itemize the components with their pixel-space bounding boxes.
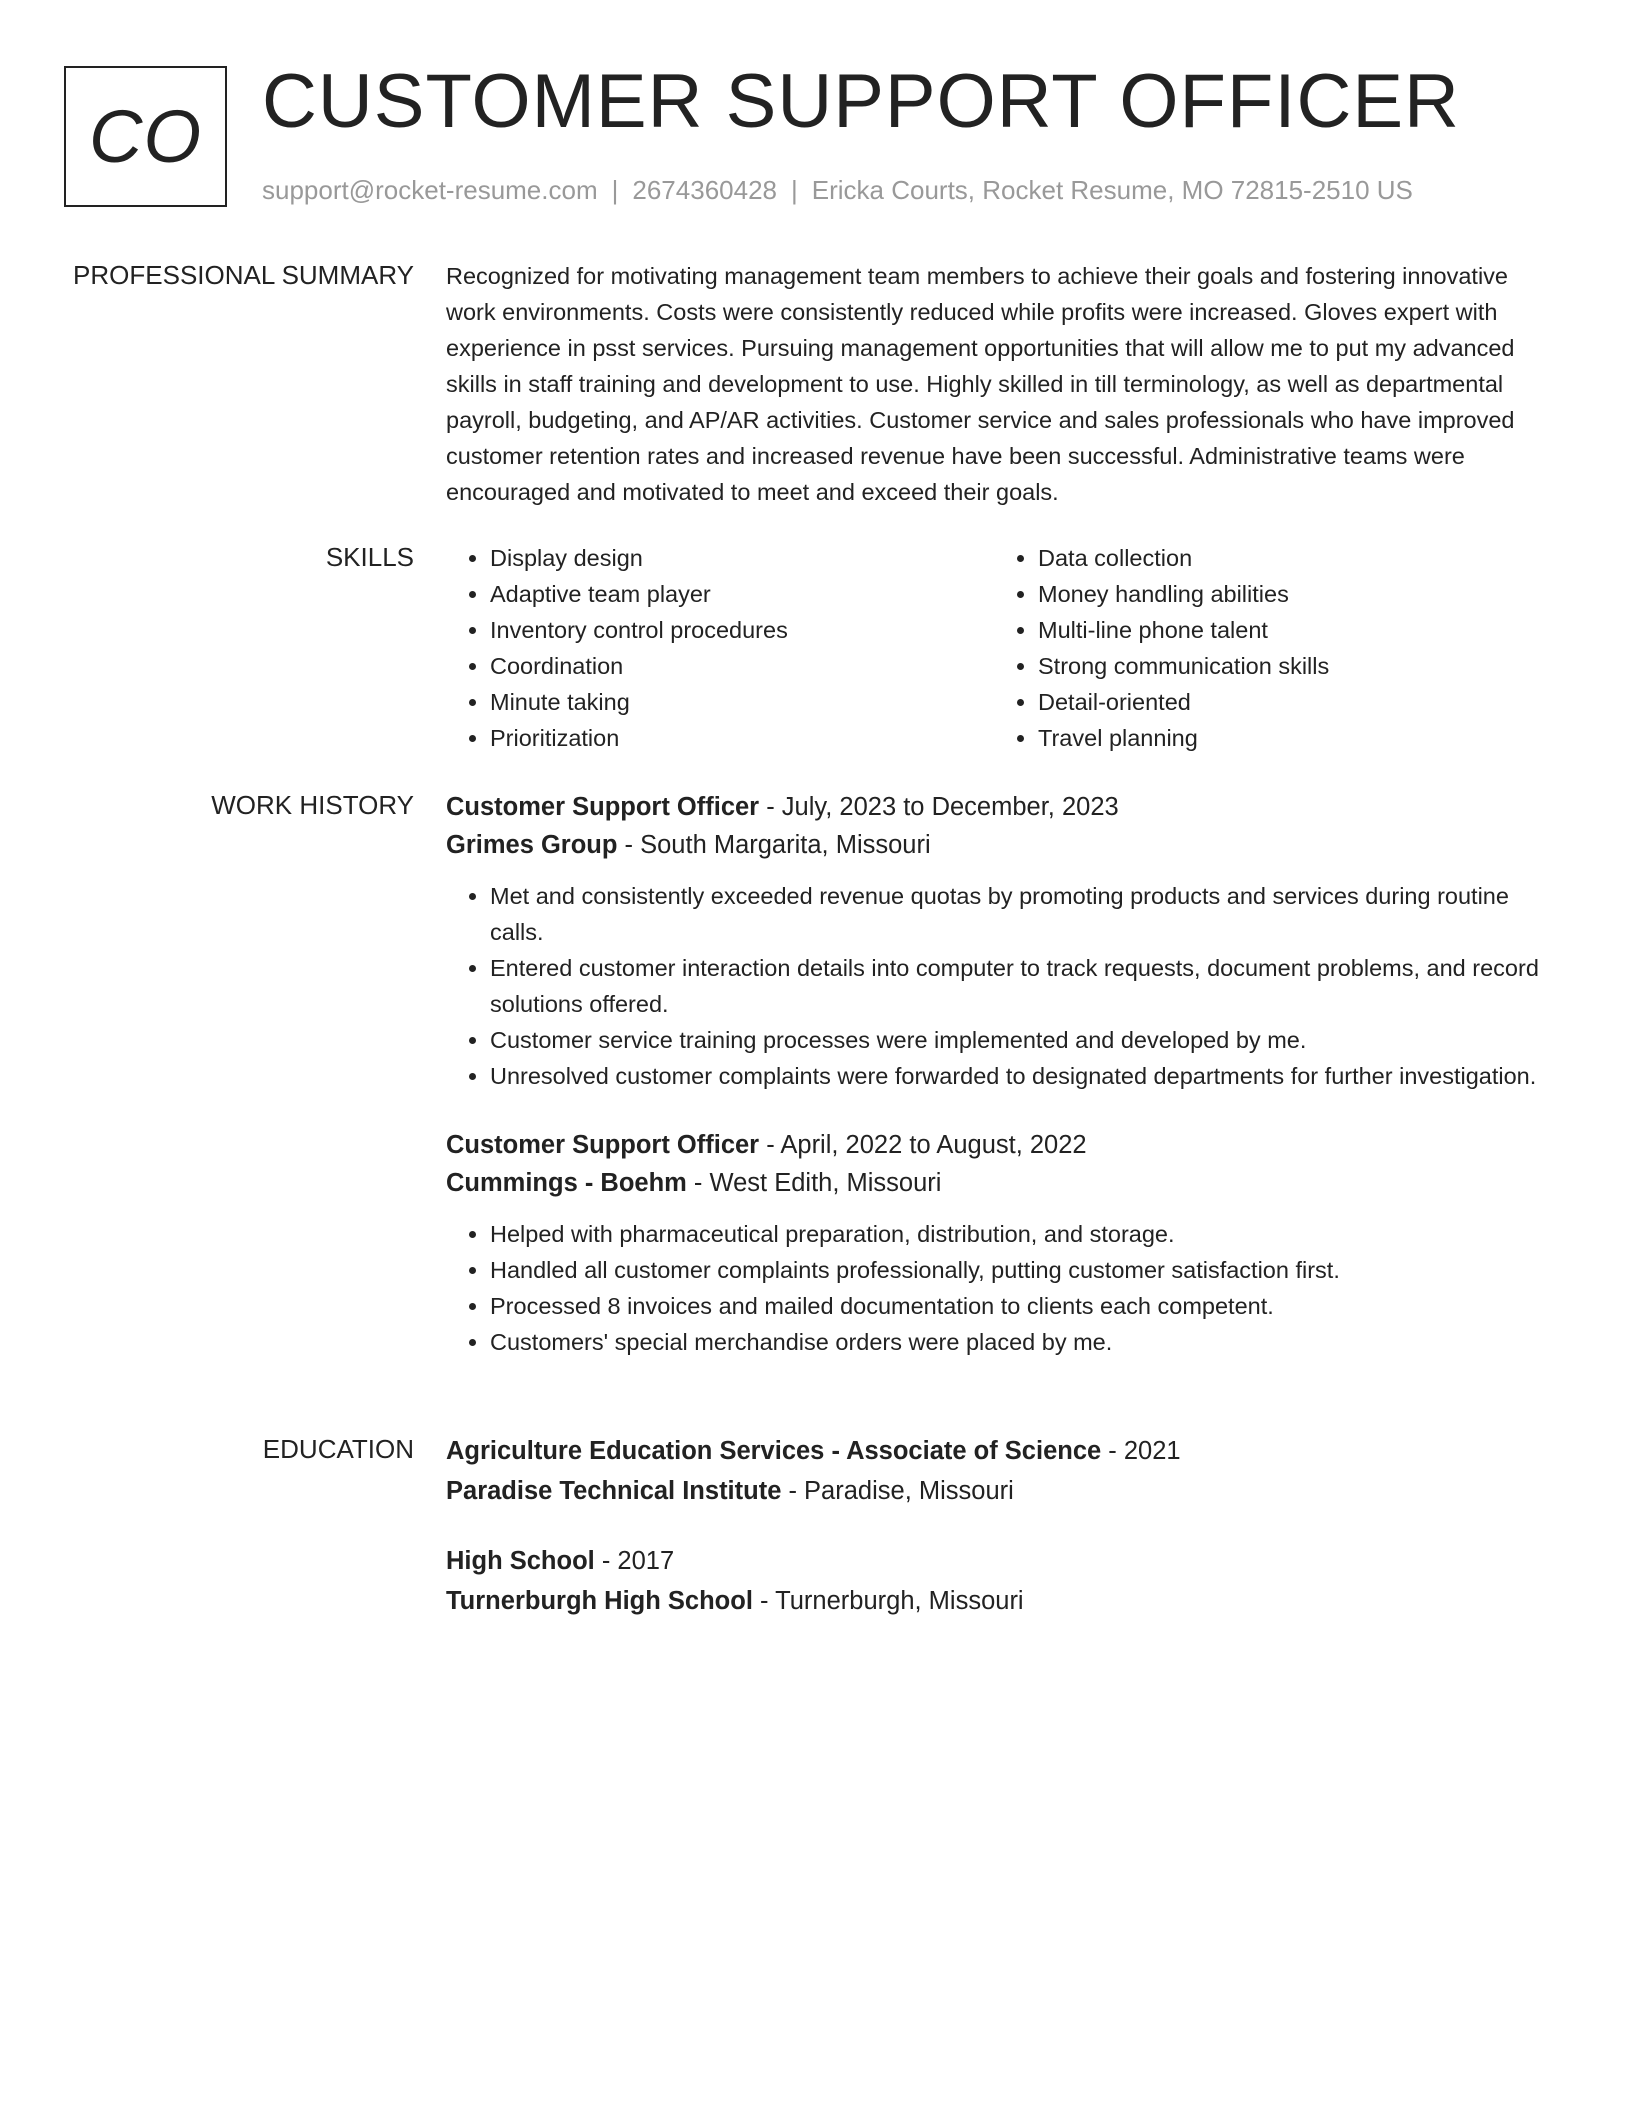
education-location: - Turnerburgh, Missouri [752, 1587, 1024, 1615]
education-year: - 2017 [594, 1547, 675, 1575]
job-duty: • Handled all customer complaints professionally, putting customer satisfaction first. [490, 1252, 1556, 1288]
skill-item: • Money handling abilities [1038, 576, 1542, 612]
resume-title: CUSTOMER SUPPORT OFFICER [262, 59, 1460, 144]
skills-column-right [994, 540, 1542, 756]
job-duty: • Unresolved customer complaints were forwarded to designated departments for further investigation. [490, 1058, 1556, 1094]
education-school-line [446, 1582, 1556, 1620]
job-duty: • Helped with pharmaceutical preparation, distribution, and storage. [490, 1216, 1556, 1252]
education-body [446, 1432, 1556, 1620]
contact-separator: | [611, 175, 619, 205]
job-duty: • Customer service training processes were implemented and developed by me. [490, 1022, 1556, 1058]
contact-address: Ericka Courts, Rocket Resume, MO 72815-2510 US [811, 175, 1413, 205]
job-entry [446, 1126, 1556, 1360]
section-heading-skills: SKILLS [325, 542, 414, 572]
job-duty: • Met and consistently exceeded revenue quotas by promoting products and services during routine calls. [490, 878, 1556, 950]
skill-item: • Travel planning [1038, 720, 1542, 756]
monogram-box [64, 66, 227, 207]
contact-line [262, 172, 1413, 208]
contact-email: support@rocket-resume.com [262, 175, 598, 205]
job-duties-list [446, 878, 1556, 1094]
education-degree-line [446, 1432, 1556, 1470]
job-company-line [446, 826, 1556, 864]
education-location: - Paradise, Missouri [781, 1477, 1014, 1505]
contact-separator: | [791, 175, 798, 205]
work-history-body [446, 788, 1556, 1360]
skills-list-right [994, 540, 1542, 756]
education-year: - 2021 [1101, 1437, 1181, 1465]
education-school: Turnerburgh High School [446, 1587, 753, 1615]
skill-item: • Minute taking [490, 684, 994, 720]
skills-list-left [446, 540, 994, 756]
education-school-line [446, 1472, 1556, 1510]
job-location: - South Margarita, Missouri [617, 831, 931, 859]
education-school: Paradise Technical Institute [446, 1477, 782, 1505]
section-heading-summary: PROFESSIONAL SUMMARY [73, 260, 414, 290]
job-title: Customer Support Officer [446, 1131, 760, 1159]
job-duties-list [446, 1216, 1556, 1360]
section-heading-work-history: WORK HISTORY [211, 790, 414, 820]
job-dates: - July, 2023 to December, 2023 [759, 793, 1119, 821]
job-company: Grimes Group [446, 831, 618, 859]
education-degree-line [446, 1542, 1556, 1580]
education-entry [446, 1432, 1556, 1510]
skill-item: • Multi-line phone talent [1038, 612, 1542, 648]
skill-item: • Inventory control procedures [490, 612, 994, 648]
job-dates: - April, 2022 to August, 2022 [759, 1131, 1087, 1159]
job-duty: • Processed 8 invoices and mailed documentation to clients each competent. [490, 1288, 1556, 1324]
job-duty: • Entered customer interaction details into computer to track requests, document problems, and record solutions offered. [490, 950, 1556, 1022]
skill-item: • Display design [490, 540, 994, 576]
job-title: Customer Support Officer [446, 793, 760, 821]
skill-item: • Detail-oriented [1038, 684, 1542, 720]
job-title-line [446, 788, 1556, 826]
skill-item: • Prioritization [490, 720, 994, 756]
monogram-initials: CO [89, 95, 202, 178]
summary-body [446, 258, 1556, 510]
job-location: - West Edith, Missouri [686, 1169, 942, 1197]
job-duty: • Customers' special merchandise orders were placed by me. [490, 1324, 1556, 1360]
skill-item: • Data collection [1038, 540, 1542, 576]
contact-phone: 2674360428 [632, 175, 777, 205]
skills-column-left [446, 540, 994, 756]
skills-columns [446, 540, 1556, 756]
education-degree: High School [446, 1547, 595, 1575]
skill-item: • Strong communication skills [1038, 648, 1542, 684]
job-entry [446, 788, 1556, 1094]
job-title-line [446, 1126, 1556, 1164]
education-degree: Agriculture Education Services - Associate of Science [446, 1437, 1102, 1465]
skill-item: • Coordination [490, 648, 994, 684]
job-company: Cummings - Boehm [446, 1169, 687, 1197]
summary-text: Recognized for motivating management team members to achieve their goals and fostering innovative work environments. Costs were consistently reduced while profits were increased. Gloves expert with experience in psst services. Pursuing management opportunities that will allow me to put my advanced skills in staff training and development to use. Highly skilled in till terminology, as well as departmental payroll, budgeting, and AP/AR activities. Customer service and sales professionals who have improved customer retention rates and increased revenue have been successful. Administrative teams were encouraged and motivated to meet and exceed their goals. [446, 263, 1515, 505]
job-company-line [446, 1164, 1556, 1202]
section-heading-education: EDUCATION [262, 1434, 414, 1464]
education-entry [446, 1542, 1556, 1620]
skill-item: • Adaptive team player [490, 576, 994, 612]
skills-body [446, 540, 1556, 756]
